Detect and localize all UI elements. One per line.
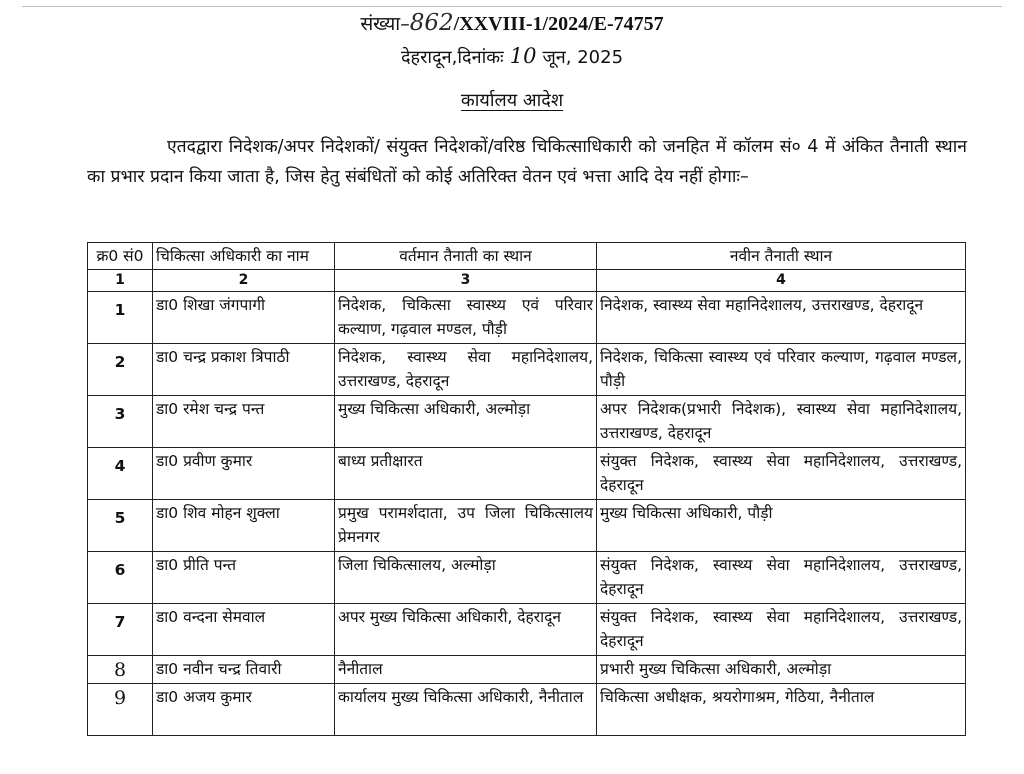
new-posting: संयुक्त निदेशक, स्वास्थ्य सेवा महानिदेशालय, उत्तराखण्ड, देहरादून — [597, 448, 966, 500]
table-row — [88, 604, 966, 656]
new-posting: निदेशक, स्वास्थ्य सेवा महानिदेशालय, उत्तराखण्ड, देहरादून — [597, 292, 966, 344]
office-order-title — [0, 88, 1024, 112]
officer-name: डा0 शिखा जंगपागी — [153, 292, 335, 344]
officer-name: डा0 नवीन चन्द्र तिवारी — [153, 656, 335, 684]
current-posting: मुख्य चिकित्सा अधिकारी, अल्मोड़ा — [335, 396, 597, 448]
title-text: कार्यालय आदेश — [460, 90, 564, 111]
serial-number: 2 — [88, 344, 153, 396]
table-row — [88, 552, 966, 604]
officer-name: डा0 वन्दना सेमवाल — [153, 604, 335, 656]
table-row — [88, 448, 966, 500]
header-officer-name: चिकित्सा अधिकारी का नाम — [153, 243, 335, 270]
header-serial: क्र0 सं0 — [88, 243, 153, 270]
current-posting: निदेशक, स्वास्थ्य सेवा महानिदेशालय, उत्तराखण्ड, देहरादून — [335, 344, 597, 396]
serial-number: 5 — [88, 500, 153, 552]
current-posting: कार्यालय मुख्य चिकित्सा अधिकारी, नैनीताल — [335, 684, 597, 736]
column-number-row — [88, 270, 966, 292]
ref-prefix: संख्या– — [360, 13, 410, 35]
serial-number: 9 — [88, 684, 153, 736]
ref-number-handwritten: 862 — [409, 10, 454, 36]
column-number: 1 — [88, 270, 153, 292]
serial-number: 8 — [88, 656, 153, 684]
officer-name: डा0 अजय कुमार — [153, 684, 335, 736]
new-posting: प्रभारी मुख्य चिकित्सा अधिकारी, अल्मोड़ा — [597, 656, 966, 684]
officer-name: डा0 रमेश चन्द्र पन्त — [153, 396, 335, 448]
new-posting: मुख्य चिकित्सा अधिकारी, पौड़ी — [597, 500, 966, 552]
new-posting: संयुक्त निदेशक, स्वास्थ्य सेवा महानिदेशालय, उत्तराखण्ड, देहरादून — [597, 552, 966, 604]
posting-table — [87, 242, 966, 736]
date-suffix: जून, 2025 — [542, 47, 624, 68]
column-number: 3 — [335, 270, 597, 292]
officer-name: डा0 शिव मोहन शुक्ला — [153, 500, 335, 552]
table-row — [88, 292, 966, 344]
paragraph-text: एतदद्वारा निदेशक/अपर निदेशकों/ संयुक्त निदेशकों/वरिष्ठ चिकित्साधिकारी को जनहित में कॉलम सं० 4 में अंकित तैनाती स्थान का प्रभार प्रदान किया जाता है, जिस हेतु संबंधितों को कोई अतिरिक्त वेतन एवं भत्ता आदि देय नहीं होगाः– — [87, 137, 967, 187]
current-posting: निदेशक, चिकित्सा स्वास्थ्य एवं परिवार कल्याण, गढ़वाल मण्डल, पौड़ी — [335, 292, 597, 344]
serial-number: 4 — [88, 448, 153, 500]
officer-name: डा0 प्रीति पन्त — [153, 552, 335, 604]
column-number: 2 — [153, 270, 335, 292]
reference-number-line — [0, 10, 1024, 36]
table-row — [88, 396, 966, 448]
header-current-posting: वर्तमान तैनाती का स्थान — [335, 243, 597, 270]
order-paragraph — [87, 132, 967, 192]
current-posting: बाध्य प्रतीक्षारत — [335, 448, 597, 500]
date-prefix: देहरादून,दिनांकः — [400, 47, 504, 68]
table-row — [88, 344, 966, 396]
new-posting: संयुक्त निदेशक, स्वास्थ्य सेवा महानिदेशालय, उत्तराखण्ड, देहरादून — [597, 604, 966, 656]
ref-suffix: /XXVIII-1/2024/E-74757 — [453, 13, 664, 35]
top-divider — [22, 6, 1002, 7]
serial-number: 7 — [88, 604, 153, 656]
current-posting: जिला चिकित्सालय, अल्मोड़ा — [335, 552, 597, 604]
current-posting: नैनीताल — [335, 656, 597, 684]
serial-number: 6 — [88, 552, 153, 604]
new-posting: चिकित्सा अधीक्षक, श्रयरोगाश्रम, गेठिया, नैनीताल — [597, 684, 966, 736]
table-header-row — [88, 243, 966, 270]
officer-name: डा0 प्रवीण कुमार — [153, 448, 335, 500]
new-posting: निदेशक, चिकित्सा स्वास्थ्य एवं परिवार कल्याण, गढ़वाल मण्डल, पौड़ी — [597, 344, 966, 396]
column-number: 4 — [597, 270, 966, 292]
table-row — [88, 500, 966, 552]
date-day-handwritten: 10 — [509, 44, 537, 68]
table-row — [88, 684, 966, 736]
table-row — [88, 656, 966, 684]
officer-name: डा0 चन्द्र प्रकाश त्रिपाठी — [153, 344, 335, 396]
serial-number: 1 — [88, 292, 153, 344]
new-posting: अपर निदेशक(प्रभारी निदेशक), स्वास्थ्य सेवा महानिदेशालय, उत्तराखण्ड, देहरादून — [597, 396, 966, 448]
header-new-posting: नवीन तैनाती स्थान — [597, 243, 966, 270]
date-line — [0, 44, 1024, 69]
current-posting: प्रमुख परामर्शदाता, उप जिला चिकित्सालय प्रेमनगर — [335, 500, 597, 552]
current-posting: अपर मुख्य चिकित्सा अधिकारी, देहरादून — [335, 604, 597, 656]
serial-number: 3 — [88, 396, 153, 448]
